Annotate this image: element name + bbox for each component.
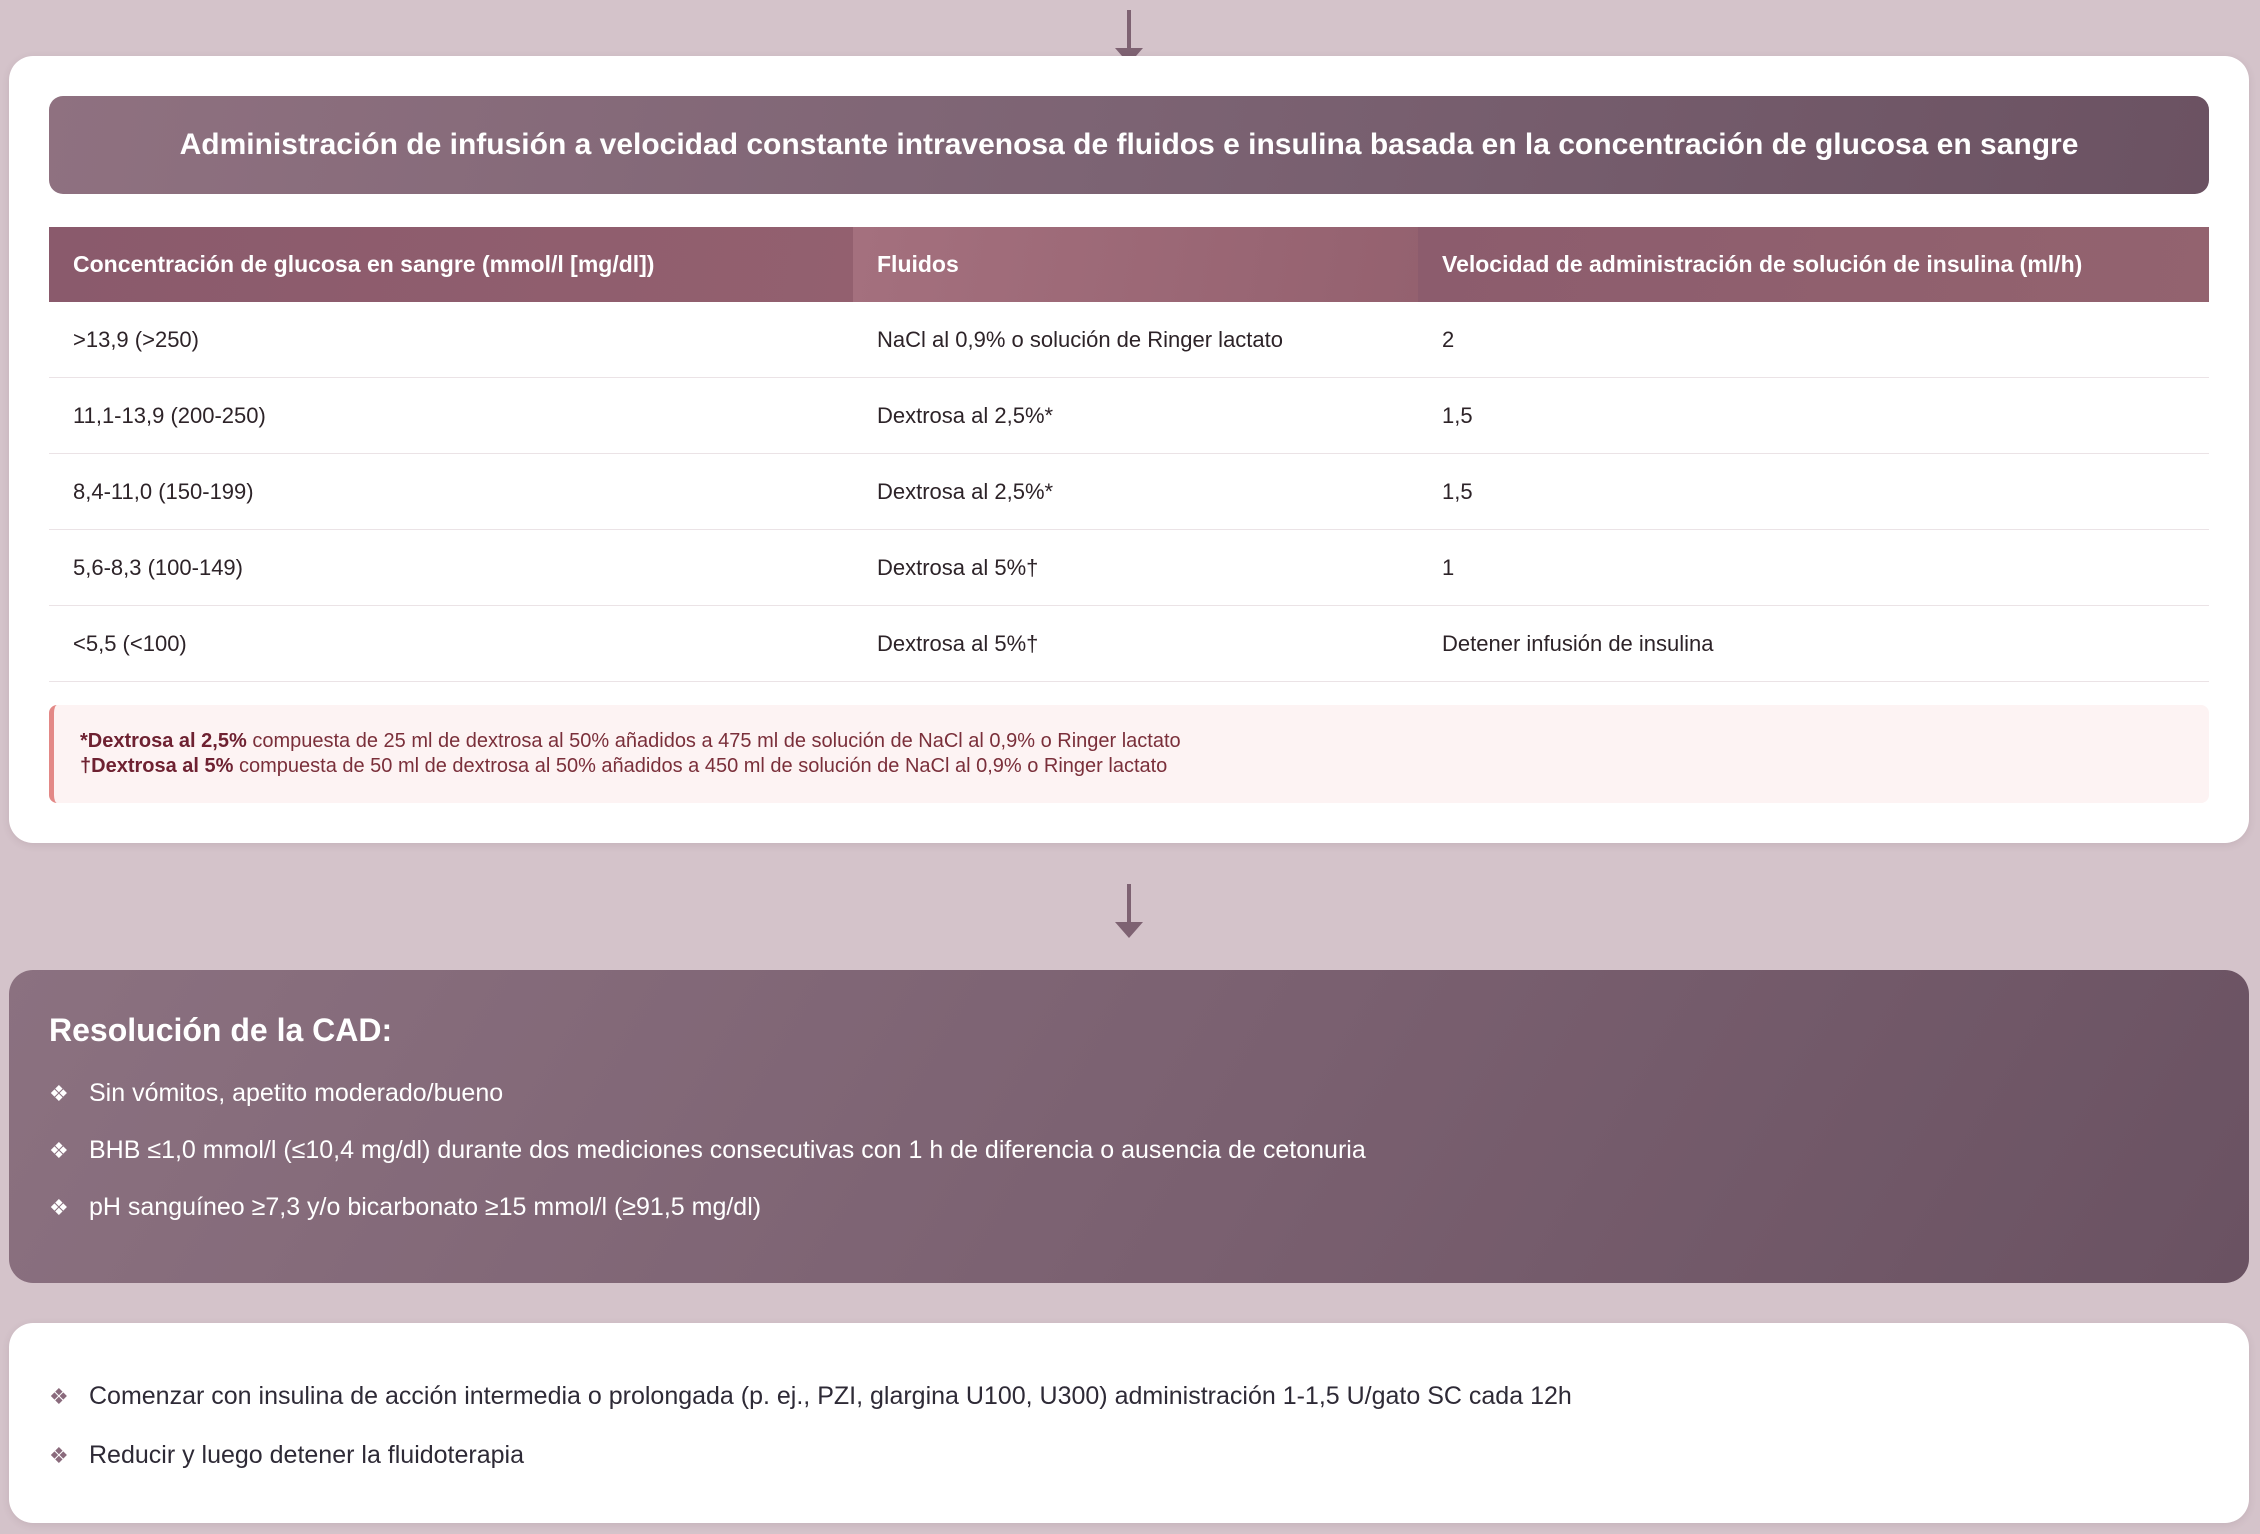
flow-arrow-down-icon — [1115, 10, 1143, 62]
fluids-cell: NaCl al 0,9% o solución de Ringer lactato — [853, 302, 1418, 378]
insulin-rate-cell: 1,5 — [1418, 454, 2209, 530]
table-row — [49, 530, 2209, 606]
footnote-text: compuesta de 50 ml de dextrosa al 50% añadidos a 450 ml de solución de NaCl al 0,9% o Ringer lactato — [233, 755, 1168, 777]
flow-arrow-down-icon — [1115, 884, 1143, 938]
glucose-cell: 11,1-13,9 (200-250) — [49, 378, 853, 454]
resolution-criterion: BHB ≤1,0 mmol/l (≤10,4 mg/dl) durante dos mediciones consecutivas con 1 h de diferencia o ausencia de cetonuria — [89, 1136, 1366, 1164]
insulin-rate-cell: Detener infusión de insulina — [1418, 606, 2209, 682]
diamond-bullet-icon: ❖ — [49, 1137, 69, 1163]
glucose-cell: 5,6-8,3 (100-149) — [49, 530, 853, 606]
list-item — [49, 1122, 2249, 1179]
diamond-bullet-icon: ❖ — [49, 1080, 69, 1106]
column-header-fluids: Fluidos — [853, 227, 1418, 302]
next-steps-card — [9, 1323, 2249, 1523]
resolution-criterion: pH sanguíneo ≥7,3 y/o bicarbonato ≥15 mmol/l (≥91,5 mg/dl) — [89, 1193, 762, 1221]
infusion-table — [49, 227, 2209, 682]
resolution-criterion: Sin vómitos, apetito moderado/bueno — [89, 1079, 504, 1107]
table-row — [49, 606, 2209, 682]
list-item — [49, 1065, 2249, 1122]
next-step-text: Reducir y luego detener la fluidoterapia — [89, 1441, 524, 1469]
table-row — [49, 302, 2209, 378]
table-row — [49, 454, 2209, 530]
list-item — [49, 1367, 2249, 1426]
table-header-row — [49, 227, 2209, 302]
next-step-text: Comenzar con insulina de acción intermedia o prolongada (p. ej., PZI, glargina U100, U300) administración 1-1,5 U/gato SC cada 12h — [89, 1382, 1572, 1410]
insulin-rate-cell: 1 — [1418, 530, 2209, 606]
resolution-title: Resolución de la CAD: — [49, 1012, 393, 1048]
fluids-cell: Dextrosa al 2,5%* — [853, 378, 1418, 454]
footnote-term: †Dextrosa al 5% — [80, 755, 234, 777]
infusion-title: Administración de infusión a velocidad constante intravenosa de fluidos e insulina basada en la concentración de glucosa en sangre — [49, 96, 2209, 194]
list-item — [49, 1179, 2249, 1236]
glucose-cell: <5,5 (<100) — [49, 606, 853, 682]
dextrose-footnotes — [49, 705, 2209, 803]
dka-resolution-card — [9, 970, 2249, 1283]
glucose-cell: >13,9 (>250) — [49, 302, 853, 378]
diamond-bullet-icon: ❖ — [49, 1194, 69, 1220]
infusion-table-card — [9, 56, 2249, 843]
diamond-bullet-icon: ❖ — [49, 1383, 69, 1409]
footnote-term: *Dextrosa al 2,5% — [80, 730, 247, 752]
insulin-rate-cell: 1,5 — [1418, 378, 2209, 454]
footnote-dextrose-2-5 — [80, 729, 2209, 754]
footnote-text: compuesta de 25 ml de dextrosa al 50% añadidos a 475 ml de solución de NaCl al 0,9% o Ringer lactato — [246, 730, 1181, 752]
glucose-cell: 8,4-11,0 (150-199) — [49, 454, 853, 530]
fluids-cell: Dextrosa al 5%† — [853, 530, 1418, 606]
table-row — [49, 378, 2209, 454]
column-header-glucose: Concentración de glucosa en sangre (mmol/l [mg/dl]) — [49, 227, 853, 302]
diamond-bullet-icon: ❖ — [49, 1442, 69, 1468]
footnote-dextrose-5 — [80, 754, 2209, 779]
fluids-cell: Dextrosa al 2,5%* — [853, 454, 1418, 530]
column-header-insulin-rate: Velocidad de administración de solución de insulina (ml/h) — [1418, 227, 2209, 302]
list-item — [49, 1426, 2249, 1485]
insulin-rate-cell: 2 — [1418, 302, 2209, 378]
fluids-cell: Dextrosa al 5%† — [853, 606, 1418, 682]
